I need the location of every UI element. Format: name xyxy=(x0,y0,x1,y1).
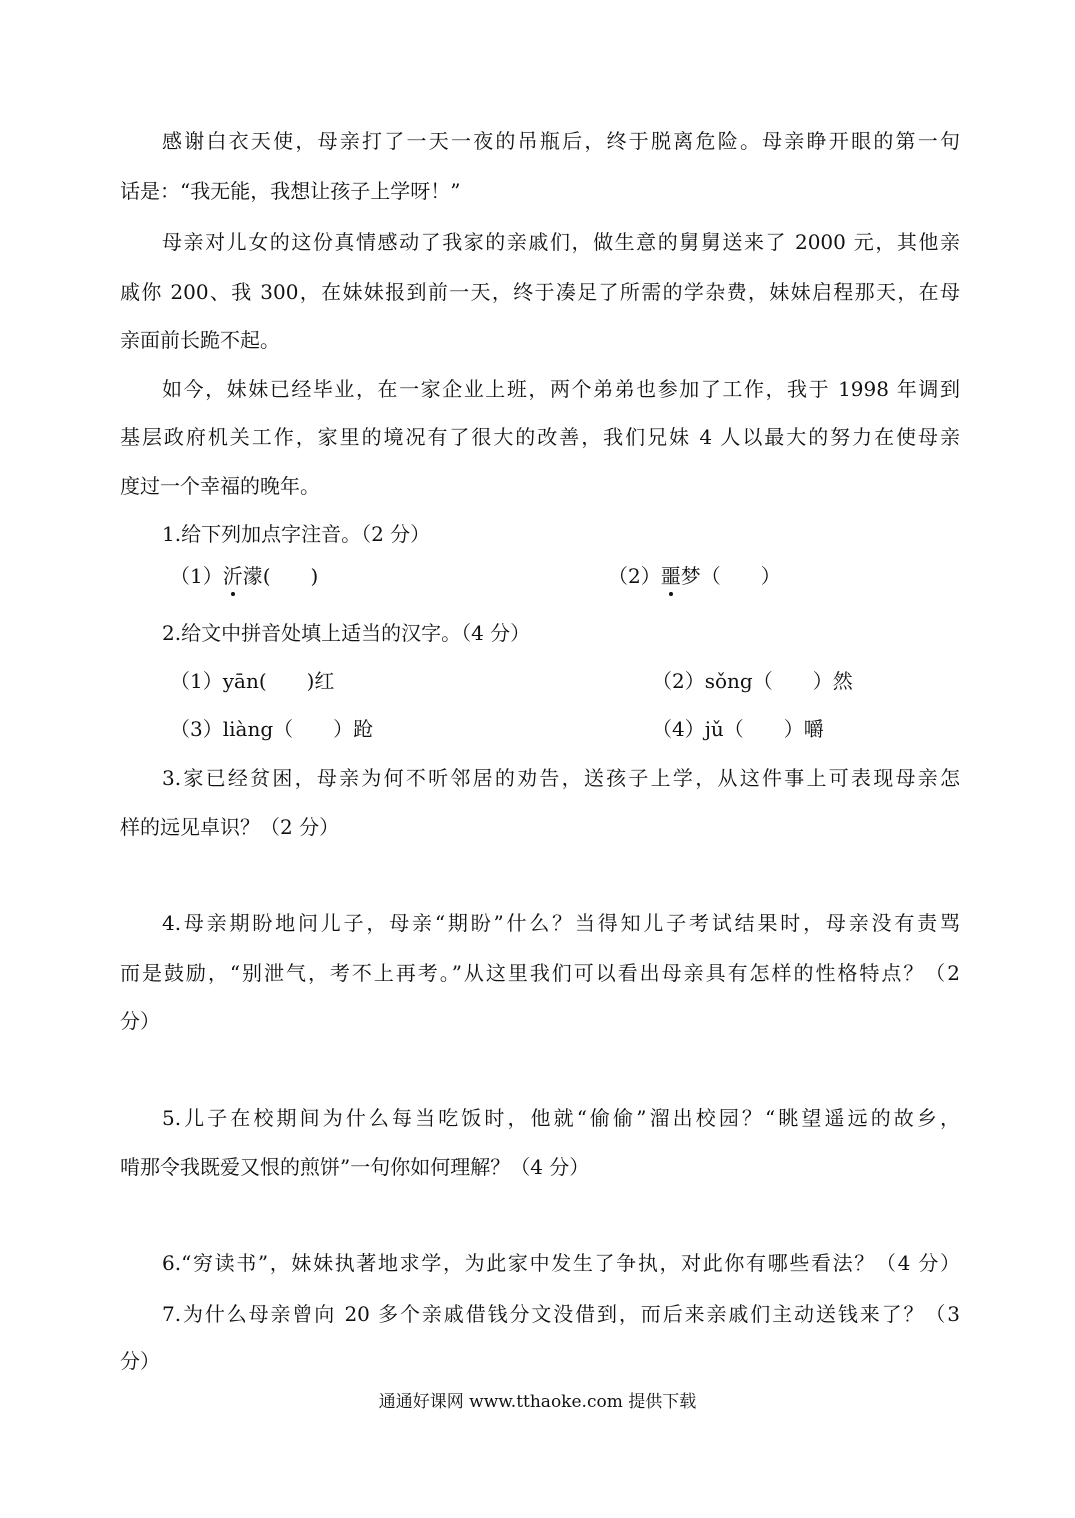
question-1-item-2 xyxy=(608,563,781,589)
question-4-line1: 4.母亲期盼地问儿子，母亲“期盼”什么？当得知儿子考试结果时，母亲没有责骂 xyxy=(162,911,960,935)
item-prefix: （2） xyxy=(608,564,661,588)
question-3-line2: 样的远见卓识？（2 分） xyxy=(120,815,340,839)
question-2-item-3: （3）liàng（ ）跄 xyxy=(170,717,374,741)
item-prefix: （1） xyxy=(170,564,223,588)
dotted-character: 噩 xyxy=(660,564,681,588)
dotted-character: 沂 xyxy=(222,564,243,588)
passage-p3-line3: 度过一个幸福的晚年。 xyxy=(120,474,320,498)
question-7-line2: 分） xyxy=(120,1349,160,1373)
question-6-line1: 6.“穷读书”，妹妹执著地求学，为此家中发生了争执，对此你有哪些看法？（4 分） xyxy=(162,1251,960,1275)
question-2-item-2: （2）sǒng（ ）然 xyxy=(652,669,853,693)
passage-p2-line3: 亲面前长跪不起。 xyxy=(120,328,280,352)
question-5-line1: 5.儿子在校期间为什么每当吃饭时，他就“偷偷”溜出校园？“眺望遥远的故乡， xyxy=(162,1106,960,1130)
question-3-line1: 3.家已经贫困，母亲为何不听邻居的劝告，送孩子上学，从这件事上可表现母亲怎 xyxy=(162,766,960,790)
passage-p3-line2: 基层政府机关工作，家里的境况有了很大的改善，我们兄妹 4 人以最大的努力在使母亲 xyxy=(120,425,960,449)
question-2-item-4: （4）jǔ（ ）嚼 xyxy=(652,717,824,741)
question-2-item-1: （1）yān( )红 xyxy=(170,669,335,693)
question-2-stem: 2.给文中拼音处填上适当的汉字。（4 分） xyxy=(162,621,531,645)
passage-p2-line1: 母亲对儿女的这份真情感动了我家的亲戚们，做生意的舅舅送来了 2000 元，其他亲 xyxy=(162,230,960,254)
question-1-stem: 1.给下列加点字注音。（2 分） xyxy=(162,522,431,546)
passage-p3-line1: 如今，妹妹已经毕业，在一家企业上班，两个弟弟也参加了工作，我于 1998 年调到 xyxy=(162,377,960,401)
question-4-line2: 而是鼓励，“别泄气，考不上再考。”从这里我们可以看出母亲具有怎样的性格特点？（2 xyxy=(120,961,960,985)
passage-p1-line1: 感谢白衣天使，母亲打了一天一夜的吊瓶后，终于脱离危险。母亲睁开眼的第一句 xyxy=(162,129,960,153)
question-1-item-1 xyxy=(170,563,318,589)
question-4-line3: 分） xyxy=(120,1009,160,1033)
passage-p2-line2: 戚你 200、我 300，在妹妹报到前一天，终于凑足了所需的学杂费，妹妹启程那天，在母 xyxy=(120,280,960,304)
passage-p1-line2: 话是：“我无能，我想让孩子上学呀！” xyxy=(120,179,461,203)
item-rest: 梦（ ） xyxy=(680,564,781,588)
footer-download-notice: 通通好课网 www.tthaoke.com 提供下载 xyxy=(378,1392,697,1412)
question-7-line1: 7.为什么母亲曾向 20 多个亲戚借钱分文没借到，而后来亲戚们主动送钱来了？（3 xyxy=(162,1302,960,1326)
item-rest: 濛( ) xyxy=(242,564,319,588)
question-5-line2: 啃那令我既爱又恨的煎饼”一句你如何理解？（4 分） xyxy=(120,1155,590,1179)
